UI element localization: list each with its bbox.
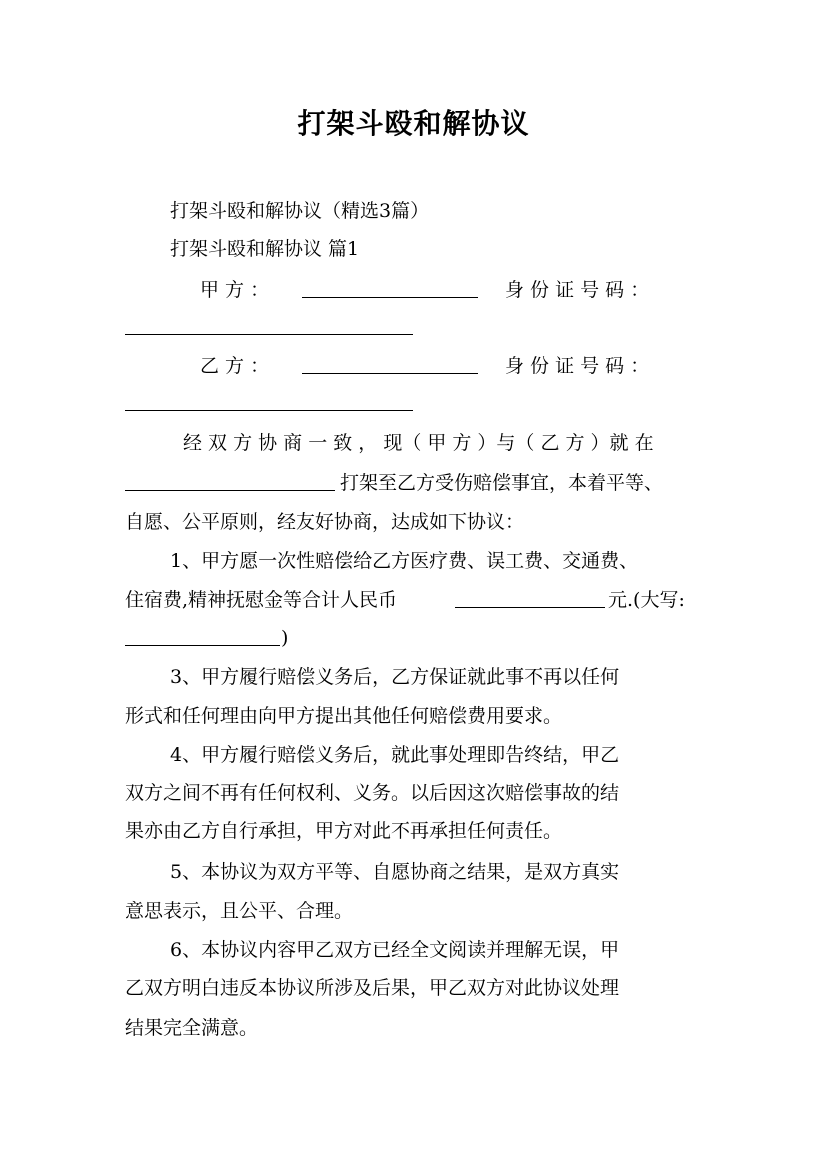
intro-line-3: 自愿、公平原则，经友好协商，达成如下协议： bbox=[125, 511, 525, 533]
party-b-name-blank bbox=[302, 373, 478, 374]
party-b-id-label: 身 份 证 号 码 ： bbox=[505, 355, 650, 377]
clause-4-line-3: 果亦由乙方自行承担，甲方对此不再承担任何责任。 bbox=[125, 820, 563, 842]
clause-1-line-2: 住宿费,精神抚慰金等合计人民币 bbox=[125, 589, 398, 611]
amount-blank bbox=[455, 607, 605, 608]
clause-4-line-1: 4、甲方履行赔偿义务后，就此事处理即告终结，甲乙 bbox=[170, 744, 620, 766]
clause-3-line-1: 3、甲方履行赔偿义务后，乙方保证就此事不再以任何 bbox=[170, 666, 620, 688]
clause-5-line-2: 意思表示，且公平、合理。 bbox=[125, 900, 354, 922]
clause-6-line-3: 结果完全满意。 bbox=[125, 1017, 259, 1039]
clause-1-close-paren: ) bbox=[281, 627, 289, 649]
party-b-id-blank bbox=[125, 410, 413, 411]
document-title: 打架斗殴和解协议 bbox=[297, 107, 530, 140]
clause-5-line-1: 5、本协议为双方平等、自愿协商之结果，是双方真实 bbox=[170, 861, 620, 883]
intro-line-2: 打架至乙方受伤赔偿事宜，本着平等、 bbox=[340, 472, 664, 494]
clause-6-line-1: 6、本协议内容甲乙双方已经全文阅读并理解无误，甲 bbox=[170, 939, 620, 961]
party-a-label: 甲 方 ： bbox=[200, 279, 270, 301]
party-a-id-label: 身 份 证 号 码 ： bbox=[505, 279, 650, 301]
section-heading: 打架斗殴和解协议 篇1 bbox=[170, 238, 360, 260]
clause-6-line-2: 乙双方明白违反本协议所涉及后果，甲乙双方对此协议处理 bbox=[125, 977, 620, 999]
intro-line-1: 经 双 方 协 商 一 致 ， 现（ 甲 方 ）与（ 乙 方 ）就 在 bbox=[183, 432, 654, 454]
subtitle: 打架斗殴和解协议（精选3篇） bbox=[170, 200, 430, 222]
clause-1-amount-suffix: 元.(大写: bbox=[608, 589, 685, 611]
clause-3-line-2: 形式和任何理由向甲方提出其他任何赔偿费用要求。 bbox=[125, 705, 563, 727]
party-b-label: 乙 方 ： bbox=[200, 355, 270, 377]
amount-in-words-blank bbox=[125, 645, 280, 646]
clause-4-line-2: 双方之间不再有任何权利、义务。以后因这次赔偿事故的结 bbox=[125, 782, 620, 804]
clause-1-line-1: 1、甲方愿一次性赔偿给乙方医疗费、误工费、交通费、 bbox=[170, 550, 639, 572]
party-a-id-blank bbox=[125, 334, 413, 335]
party-a-name-blank bbox=[302, 297, 478, 298]
incident-location-blank bbox=[125, 490, 335, 491]
